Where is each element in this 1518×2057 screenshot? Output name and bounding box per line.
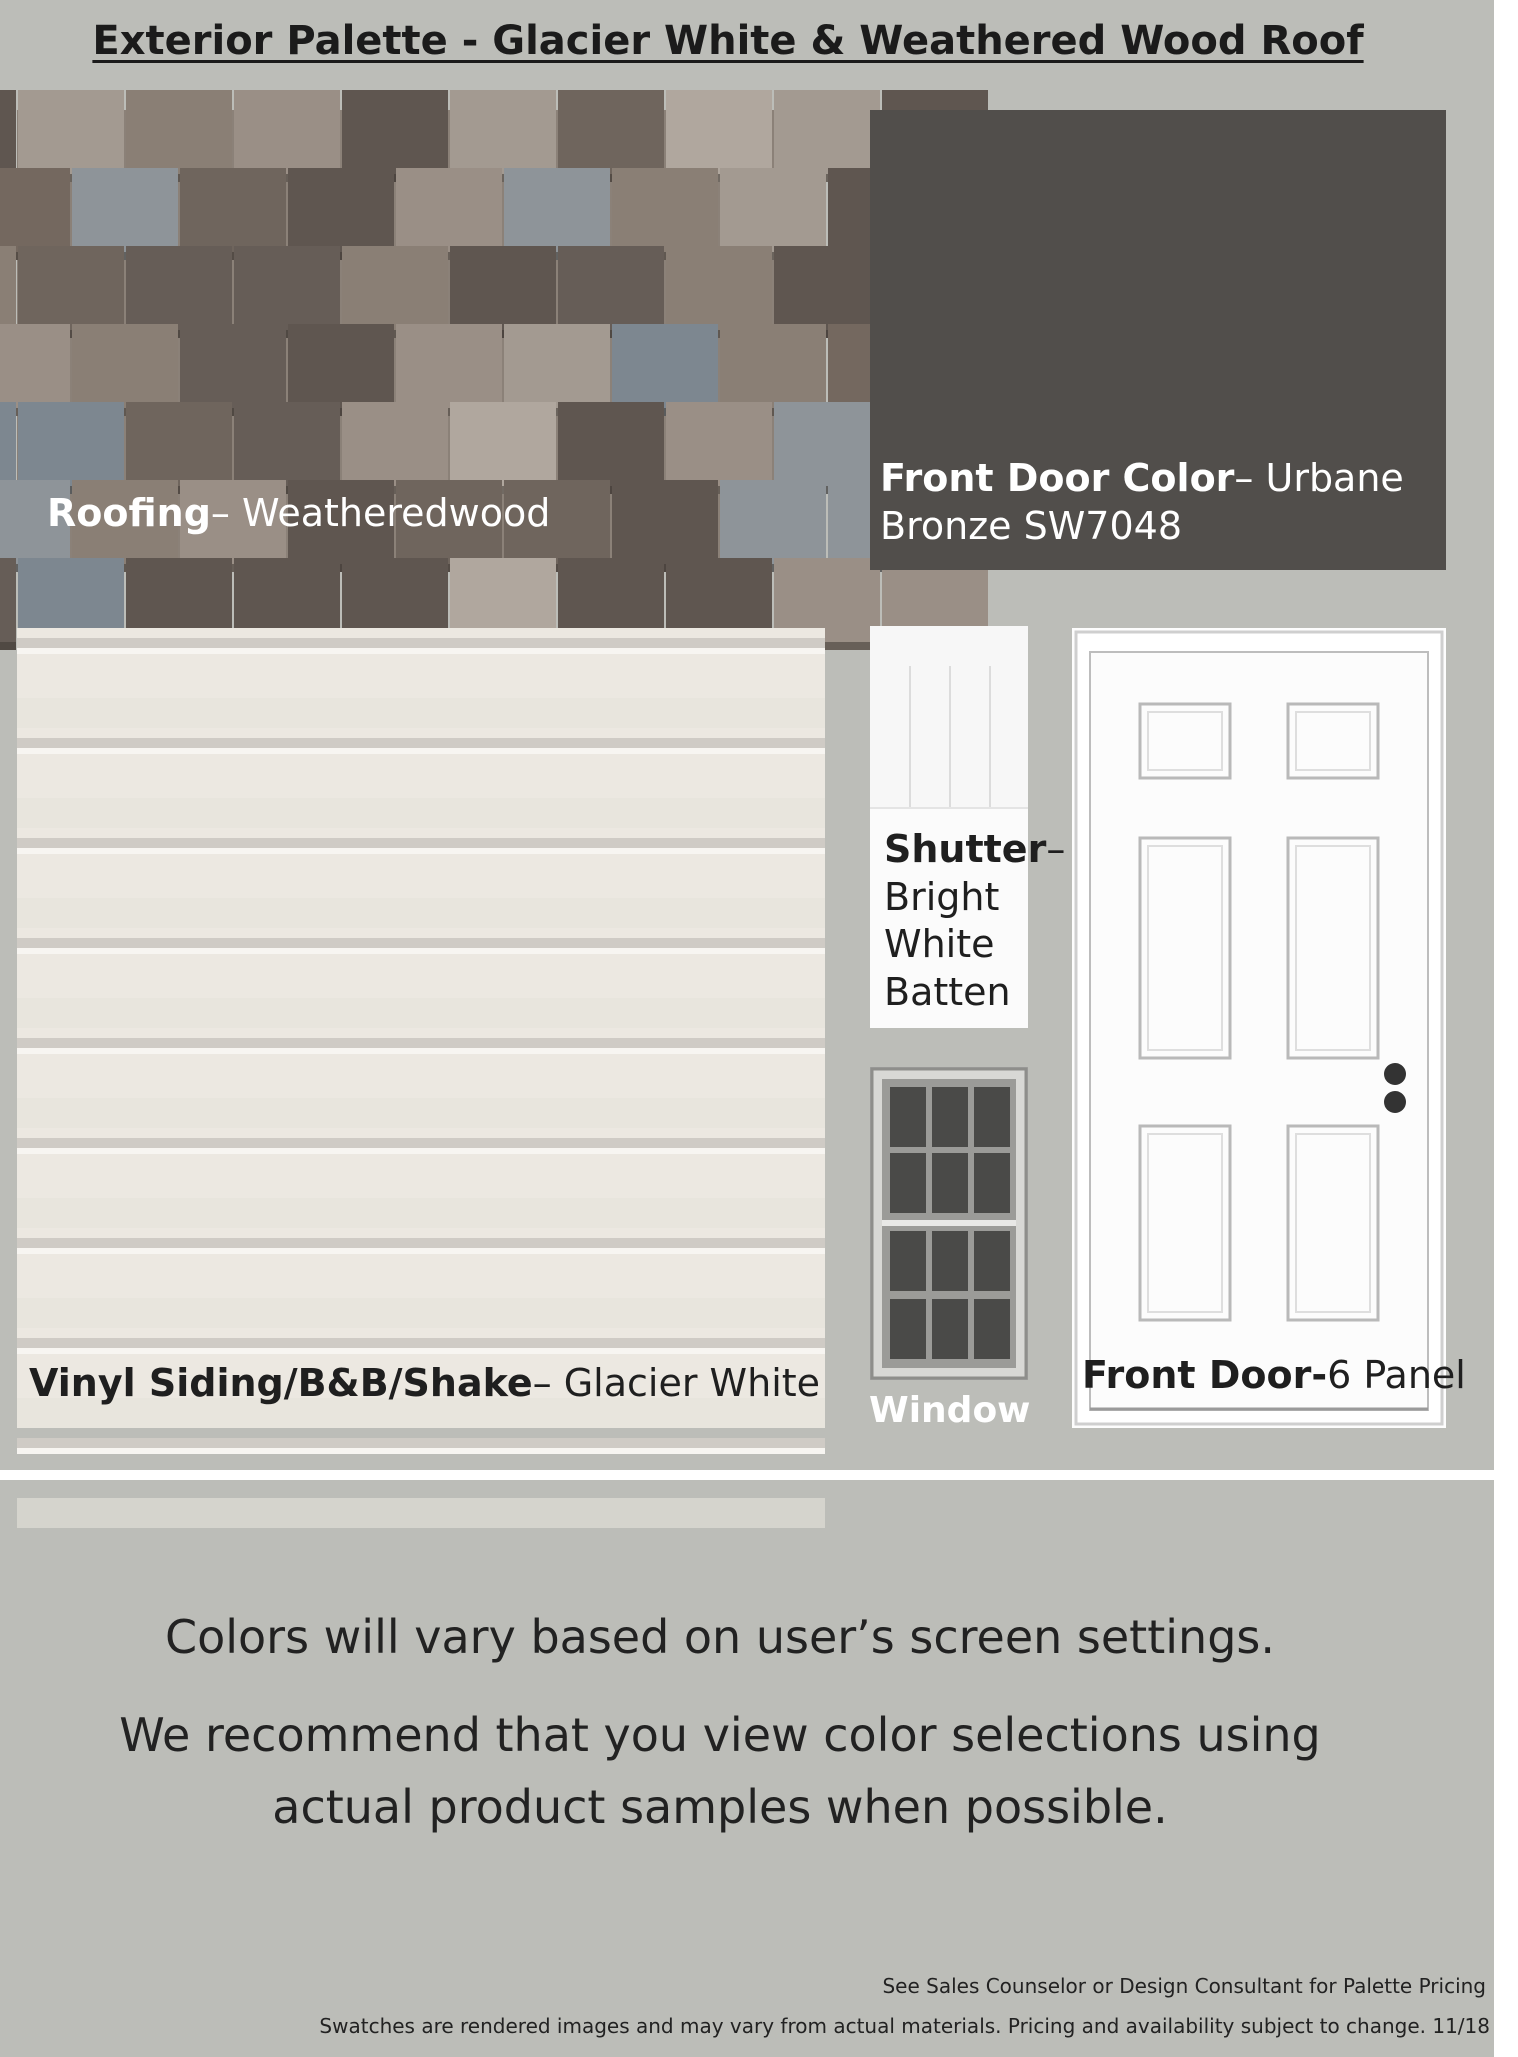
front-door-label-value: 6 Panel bbox=[1327, 1353, 1466, 1397]
shutter-label-separator: – bbox=[1046, 827, 1066, 871]
shutter-label-name: Shutter bbox=[884, 827, 1047, 871]
product-samples-notice-line1: We recommend that you view color selections using bbox=[119, 1708, 1321, 1762]
front-door-label bbox=[1082, 1352, 1466, 1400]
siding-label-name: Vinyl Siding/B&B/Shake bbox=[29, 1361, 533, 1405]
front-door-color-swatch bbox=[870, 110, 1446, 570]
siding-swatch bbox=[17, 628, 825, 1428]
disclaimer-fine-print: Swatches are rendered images and may vary from actual materials. Pricing and availability subject to change. 11/18 bbox=[319, 2014, 1490, 2038]
siding-label-separator: – bbox=[532, 1361, 552, 1405]
shutter-label-line4: Batten bbox=[884, 969, 1011, 1014]
six-panel-door-illustration bbox=[1072, 628, 1446, 1428]
roofing-label-separator: – bbox=[210, 491, 230, 535]
siding-label-value: Glacier White bbox=[551, 1361, 821, 1405]
screen-settings-notice: Colors will vary based on user’s screen settings. bbox=[165, 1610, 1275, 1664]
front-door-label-name: Front Door- bbox=[1082, 1353, 1328, 1397]
front-door-color-label-value: Urbane bbox=[1253, 456, 1404, 500]
front-door-swatch bbox=[1072, 628, 1466, 1428]
roofing-label-name: Roofing bbox=[47, 491, 211, 535]
door-knob-icon bbox=[1384, 1063, 1406, 1085]
window-label: Window bbox=[869, 1390, 1031, 1431]
window-illustration bbox=[870, 1067, 1028, 1380]
product-samples-notice-line2: actual product samples when possible. bbox=[272, 1780, 1168, 1834]
front-door-color-label-value-line2: Bronze SW7048 bbox=[880, 503, 1182, 548]
siding-label bbox=[29, 1360, 820, 1408]
shutter-swatch bbox=[870, 626, 1066, 1028]
disclaimer-panel bbox=[0, 1480, 1494, 2057]
front-door-color-label-separator: – bbox=[1234, 456, 1254, 500]
shutter-label bbox=[884, 826, 1065, 1016]
front-door-color-label bbox=[880, 455, 1404, 550]
page-title: Exterior Palette - Glacier White & Weathered Wood Roof bbox=[92, 18, 1364, 64]
roofing-label bbox=[47, 490, 550, 538]
pricing-fine-print: See Sales Counselor or Design Consultant for Palette Pricing bbox=[882, 1974, 1486, 1998]
window-swatch bbox=[870, 1067, 1028, 1380]
shutter-label-line2: Bright bbox=[884, 874, 1000, 919]
roofing-label-value: Weatheredwood bbox=[229, 491, 551, 535]
siding-texture bbox=[17, 628, 825, 1428]
front-door-color-label-name: Front Door Color bbox=[880, 456, 1235, 500]
shutter-label-line3: White bbox=[884, 922, 995, 966]
deadbolt-icon bbox=[1384, 1091, 1406, 1113]
roofing-swatch bbox=[17, 110, 825, 570]
